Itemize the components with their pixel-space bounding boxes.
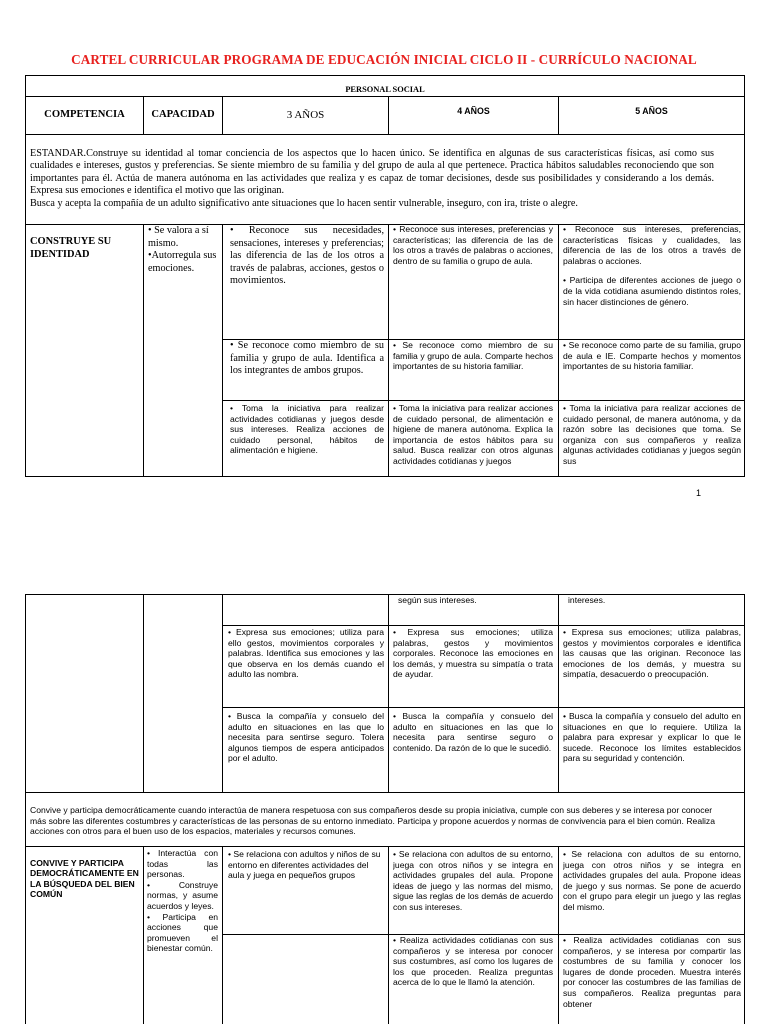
desempeno-4-anios: según sus intereses.	[398, 595, 477, 605]
desempeno-5-anios: • Toma la iniciativa para realizar acciones de cuidado personal, de manera autónoma, y da razón sobre las decisiones que toma. Se organiza con sus compañeros y realiza algunas actividades cotidianas y juegos según sus	[563, 403, 741, 466]
column-divider	[143, 594, 144, 793]
column-divider	[143, 224, 144, 477]
column-divider	[388, 846, 389, 1024]
capacidades-convive: • Interactúa con todas las personas. • Construye normas, y asume acuerdos y leyes. • Participa en acciones que promueven el bienestar común.	[147, 848, 218, 954]
area-header: PERSONAL SOCIAL	[345, 85, 425, 94]
table-divider	[222, 707, 745, 708]
desempeno-5-anios: • Se reconoce como parte de su familia, grupo de aula e IE. Comparte hechos y momentos importantes de su historia familiar.	[563, 340, 741, 372]
desempeno-4-anios: • Busca la compañía y consuelo del adulto en situaciones en las que lo necesita para sentirse seguro o contenido. Da razón de lo que le sucedió.	[393, 711, 553, 753]
desempeno-5-anios: • Reconoce sus intereses, preferencias, características físicas y cualidades, las diferencia de las de los otros a través de palabras o acciones. • Participa de diferentes acciones de juego o de la vida cotidiana asumiendo distintos roles, sin hacer distinciones de género.	[563, 224, 741, 307]
competencia-convive: CONVIVE Y PARTICIPA DEMOCRÁTICAMENTE EN LA BÚSQUEDA DEL BIEN COMÚN	[30, 858, 139, 900]
table-border	[25, 75, 26, 476]
desempeno-4-anios: • Se relaciona con adultos de su entorno, juega con otros niños y se integra en actividades grupales del aula. Propone ideas de juego y las normas del mismo, sigue las reglas de los demás de acuerdo con sus intereses.	[393, 849, 553, 912]
estandar-identidad: ESTANDAR.Construye su identidad al tomar conciencia de los aspectos que lo hacen único. Se identifica en algunas de sus características físicas, así como sus cualidades e intereses, gustos y preferencias. Se siente miembro de su familia y del grupo de aula al que pertenece. Practica hábitos saludables reconociendo que son importantes para él. Actúa de manera autónoma en las actividades que realiza y es capaz de tomar decisiones, desde sus posibilidades y considerando a los demás. Expresa sus emociones e identifica el motivo que las originan. Busca y acepta la compañía de un adulto significativo ante situaciones que lo hacen sentir vulnerable, inseguro, con ira, triste o alegre.	[30, 148, 714, 209]
table-divider	[222, 400, 745, 401]
desempeno-4-anios: • Se reconoce como miembro de su familia y grupo de aula. Comparte hechos importantes de su historia familiar.	[393, 340, 553, 372]
table-border	[744, 75, 745, 476]
desempeno-4-anios: • Toma la iniciativa para realizar acciones de cuidado personal, de alimentación e higiene de manera autónoma. Explica la importancia de estos hábitos para su salud. Busca realizar con otros algunas actividades cotidianas y juegos	[393, 403, 553, 466]
desempeno-4-anios: • Reconoce sus intereses, preferencias y características; las diferencia de las de los otros a través de palabras o acciones, dentro de su familia o grupo de aula.	[393, 224, 553, 266]
desempeno-5-anios: • Expresa sus emociones; utiliza palabras, gestos y movimientos corporales e identifica las causas que las originan. Reconoce las emociones de los demás, y muestra su simpatía, desacuerdo o preocupación.	[563, 627, 741, 680]
desempeno-3-anios: • Busca la compañía y consuelo del adulto en situaciones en las que lo necesita para sentirse seguro. Tolera algunos tiempos de espera anticipados por el adulto.	[228, 711, 384, 764]
header-capacidad: CAPACIDAD	[151, 109, 215, 120]
capacidades-identidad: • Se valora a sí mismo. •Autorregula sus emociones.	[148, 225, 217, 274]
column-divider	[143, 846, 144, 1024]
table-border	[25, 75, 745, 76]
desempeno-3-anios: • Expresa sus emociones; utiliza para ello gestos, movimientos corporales y palabras. Identifica sus emociones y las que observa en los demás cuando el adulto las nombra.	[228, 627, 384, 680]
header-3-anios: 3 AÑOS	[286, 109, 325, 121]
column-divider	[222, 846, 223, 1024]
table-divider	[25, 846, 745, 847]
column-divider	[222, 594, 223, 793]
desempeno-5-anios: • Se relaciona con adultos de su entorno, juega con otros niños y se integra en actividades grupales del aula. Propone ideas de juego y sus normas. Se pone de acuerdo con el grupo para elegir un juego y las reglas del mismo.	[563, 849, 741, 912]
desempeno-3-anios: • Reconoce sus necesidades, sensaciones, intereses y preferencias; las diferencia de las de los otros a través de palabras, acciones, gestos o movimientos.	[230, 225, 384, 287]
desempeno-4-anios: • Realiza actividades cotidianas con sus compañeros y se interesa por conocer sus costumbres, así como los lugares de los que proceden. Realiza preguntas acerca de lo que le llamó la atención.	[393, 935, 553, 988]
desempeno-3-anios: • Se reconoce como miembro de su familia y grupo de aula. Identifica a los integrantes de ambos grupos.	[230, 340, 384, 377]
table-divider	[25, 134, 745, 135]
desempeno-5-anios: • Realiza actividades cotidianas con sus compañeros, y se interesa por compartir las costumbres de su familia y conocer los lugares de donde proceden. Muestra interés por conocer las costumbres de las familias de sus compañeros. Realiza preguntas para obtener	[563, 935, 741, 1009]
table-divider	[222, 625, 745, 626]
page-number: 1	[696, 488, 702, 498]
table-divider	[25, 792, 745, 793]
header-5-anios: 5 AÑOS	[635, 106, 668, 116]
table-border	[25, 594, 26, 1024]
table-divider	[25, 96, 745, 97]
table-divider	[25, 476, 745, 477]
desempeno-3-anios: • Se relaciona con adultos y niños de su entorno en diferentes actividades del aula y juega en pequeños grupos	[228, 849, 381, 881]
competencia-construye-identidad: CONSTRUYE SU IDENTIDAD	[30, 236, 112, 260]
column-divider	[558, 594, 559, 793]
column-divider	[388, 594, 389, 793]
column-divider	[558, 224, 559, 477]
desempeno-5-anios: intereses.	[568, 595, 606, 605]
column-divider	[558, 846, 559, 1024]
column-divider	[222, 224, 223, 477]
page-title: CARTEL CURRICULAR PROGRAMA DE EDUCACIÓN INICIAL CICLO II - CURRÍCULO NACIONAL	[71, 52, 697, 67]
header-4-anios: 4 AÑOS	[457, 106, 490, 116]
desempeno-3-anios: • Toma la iniciativa para realizar actividades cotidianas y juegos desde sus intereses. Realiza acciones de cuidado personal, hábitos de alimentación e higiene.	[230, 403, 384, 456]
table-border	[744, 594, 745, 1024]
estandar-convive: Convive y participa democráticamente cuando interactúa de manera respetuosa con sus compañeros desde su propia iniciativa, cumple con sus deberes y se interesa por conocer más sobre las diferentes costumbres y características de las personas de su entorno inmediato. Participa y propone acuerdos y normas de convivencia para el bien común. Realiza acciones con otros para el buen uso de los espacios, materiales y recursos comunes.	[30, 805, 715, 837]
header-competencia: COMPETENCIA	[44, 109, 125, 120]
desempeno-5-anios: • Busca la compañía y consuelo del adulto en situaciones en que lo requiere. Utiliza la palabra para expresar y explicar lo que le sucede. Reconoce los límites establecidos para su seguridad y contención.	[563, 711, 741, 764]
desempeno-4-anios: • Expresa sus emociones; utiliza palabras, gestos y movimientos corporales. Reconoce las emociones en los demás, y muestra su simpatía o trata de ayudar.	[393, 627, 553, 680]
column-divider	[388, 224, 389, 477]
